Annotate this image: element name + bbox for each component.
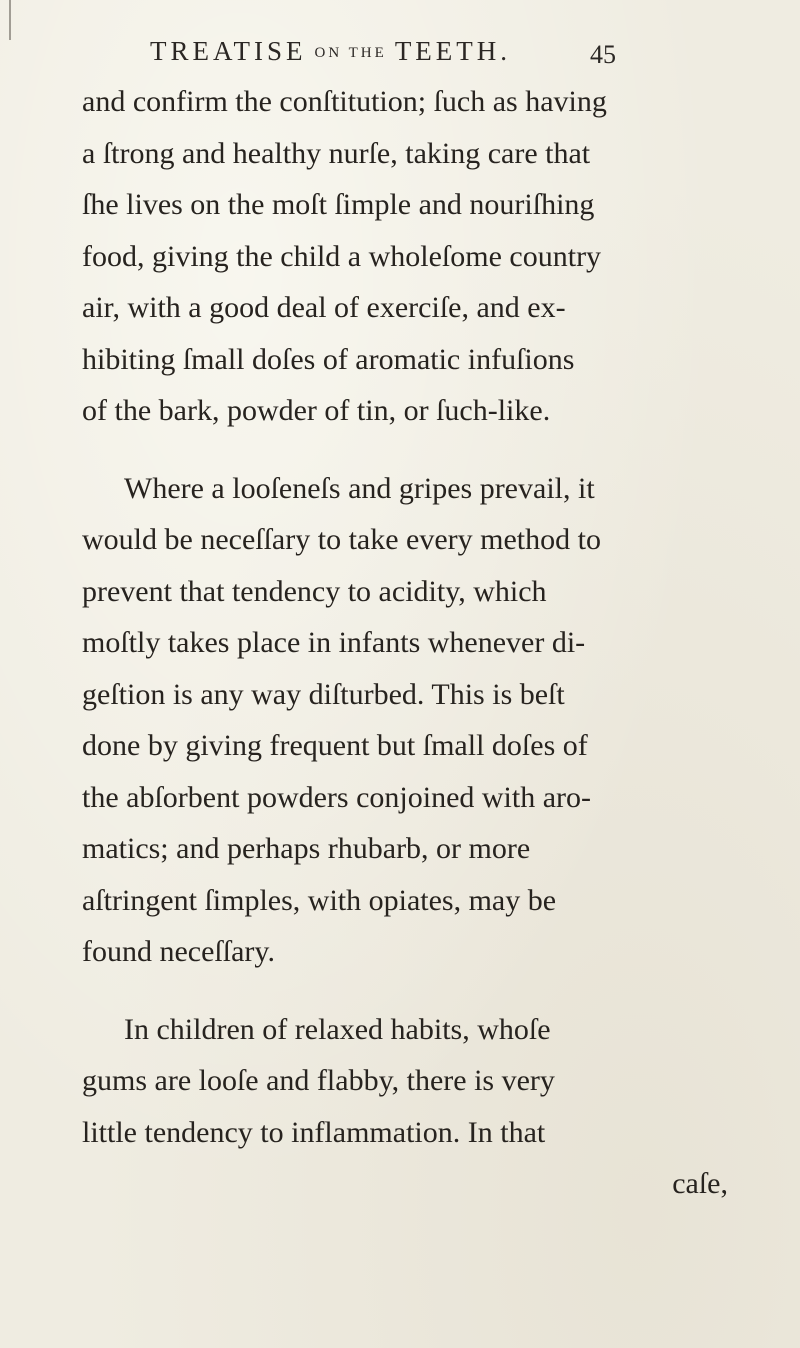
paragraph-gap	[82, 978, 772, 1004]
text-line: would be neceſſary to take every method to	[82, 523, 601, 556]
text-line: aſtringent ſimples, with opiates, may be	[82, 883, 557, 917]
text-line: the abſorbent powders conjoined with aro-	[82, 780, 592, 814]
running-header	[150, 36, 780, 76]
text-line: air, with a good deal of exerciſe, and ex-	[82, 291, 566, 324]
text-line: ſhe lives on the moſt ſimple and nouriſhing	[82, 188, 595, 221]
title-teeth: TEETH.	[394, 36, 512, 66]
text-line: matics; and perhaps rhubarb, or more	[82, 832, 531, 865]
title-connector: ON THE	[314, 45, 387, 61]
title-treatise: TREATISE	[150, 36, 307, 66]
paragraph-gap	[82, 437, 772, 463]
body-text	[82, 76, 772, 1210]
text-line: a ſtrong and healthy nurſe, taking care that	[82, 136, 591, 170]
catchword: caſe,	[672, 1167, 728, 1200]
text-line: geſtion is any way diſturbed. This is beſt	[82, 677, 565, 711]
text-line: moſtly takes place in infants whenever di-	[82, 626, 586, 659]
text-line: and confirm the conſtitution; ſuch as having	[82, 85, 607, 118]
text-line: hibiting ſmall doſes of aromatic infuſions	[82, 342, 575, 376]
text-line: little tendency to inflammation. In that	[82, 1115, 546, 1149]
text-line: food, giving the child a wholeſome country	[82, 239, 602, 273]
running-title	[150, 36, 511, 67]
text-line: found neceſſary.	[82, 935, 275, 968]
text-line: Where a looſeneſs and gripes prevail, it	[124, 471, 595, 505]
text-line: prevent that tendency to acidity, which	[82, 574, 547, 608]
text-line: done by giving frequent but ſmall doſes of	[82, 729, 588, 762]
text-line: gums are looſe and flabby, there is very	[82, 1064, 555, 1097]
text-line: of the bark, powder of tin, or ſuch-like.	[82, 394, 551, 427]
page-edge-mark	[0, 0, 11, 40]
text-line: In children of relaxed habits, whoſe	[124, 1012, 551, 1046]
page-number: 45	[590, 40, 616, 69]
